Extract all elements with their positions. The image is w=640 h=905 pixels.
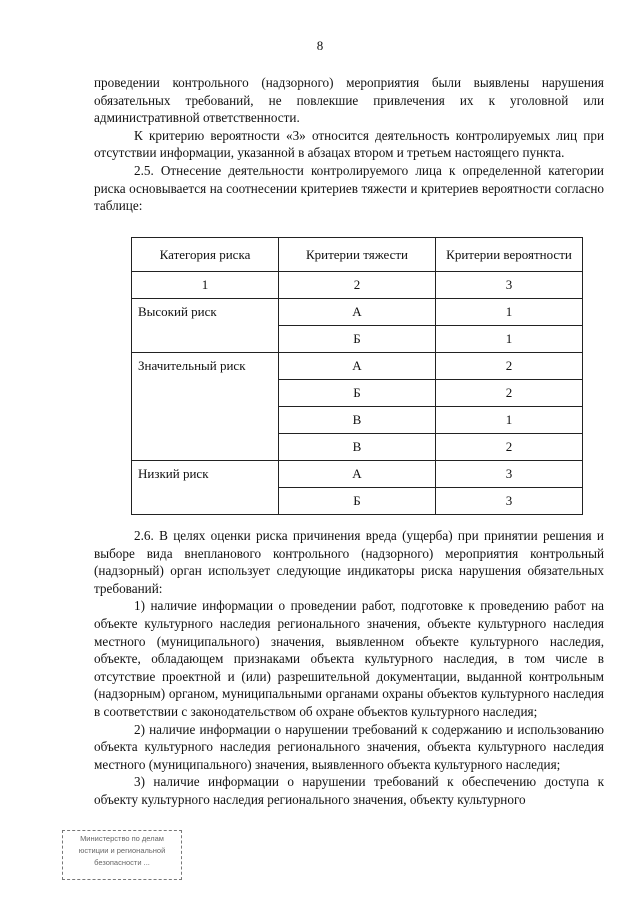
list-item: 1) наличие информации о проведении работ, подготовке к проведению работ на объекте культурного наследия регионального значения, объекте культурного наследия местного (муниципального) значения, выявленном объекте культурного наследия, объекте, обладающем признаками объекта культурного наследия, в том числе в отсутствие проектной и (или) разрешительной документации, выданной контрольным (надзорным) органом, муниципальными органами охраны объектов культурного наследия в соответствии с законодательством об охране объектов культурного наследия; — [94, 598, 604, 719]
table-cell: 2 — [436, 434, 583, 461]
risk-category-table — [131, 237, 583, 515]
table-cell: 2 — [279, 272, 436, 299]
stamp-line: безопасности ... — [94, 858, 150, 867]
table-cell: А — [279, 461, 436, 488]
table-numbering-row — [132, 272, 583, 299]
header-category: Категория риска — [132, 238, 279, 272]
table-cell: Б — [279, 326, 436, 353]
table-cell: 1 — [132, 272, 279, 299]
list-item: 2) наличие информации о нарушении требований к содержанию и использованию объекта культурного наследия регионального значения, объекта культурного наследия местного (муниципального) значения, выявленного объекта культурного наследия; — [94, 721, 604, 772]
paragraph: 2.5. Отнесение деятельности контролируемого лица к определенной категории риска основывается на соотнесении критериев тяжести и критериев вероятности согласно таблице: — [94, 162, 604, 214]
table-row — [132, 353, 583, 380]
paragraph: 2.6. В целях оценки риска причинения вреда (ущерба) при принятии решения и выборе вида внепланового контрольного (надзорного) мероприятия контрольный (надзорный) орган использует следующие индикаторы риска нарушения обязательных требований: — [94, 528, 604, 596]
table-cell: 2 — [436, 380, 583, 407]
paragraph: К критерию вероятности «3» относится деятельность контролируемых лиц при отсутствии информации, указанной в абзацах втором и третьем настоящего пункта. — [94, 127, 604, 161]
paragraph: проведении контрольного (надзорного) мероприятия были выявлены нарушения обязательных требований, не повлекшие привлечения их к уголовной или административной ответственности. — [94, 75, 604, 126]
table-cell: А — [279, 353, 436, 380]
page-number: 8 — [316, 38, 324, 53]
category-low: Низкий риск — [132, 461, 279, 515]
category-significant: Значительный риск — [132, 353, 279, 461]
table-cell: В — [279, 407, 436, 434]
text-block-bottom — [94, 527, 604, 809]
table-cell: 3 — [436, 488, 583, 515]
table-cell: 3 — [436, 272, 583, 299]
table-row — [132, 461, 583, 488]
table-cell: 2 — [436, 353, 583, 380]
table-cell: 1 — [436, 299, 583, 326]
table-cell: Б — [279, 488, 436, 515]
table-cell: 1 — [436, 326, 583, 353]
stamp-line: юстиции и региональной — [78, 846, 166, 855]
header-severity: Критерии тяжести — [279, 238, 436, 272]
text-block-top — [94, 74, 604, 215]
table-header-row — [132, 238, 583, 272]
table-cell: 3 — [436, 461, 583, 488]
list-item: 3) наличие информации о нарушении требований к обеспечению доступа к объекту культурного наследия регионального значения, объекту культурного — [94, 774, 604, 807]
table-cell: В — [279, 434, 436, 461]
table-cell: Б — [279, 380, 436, 407]
header-probability: Критерии вероятности — [436, 238, 583, 272]
category-high: Высокий риск — [132, 299, 279, 353]
table-cell: 1 — [436, 407, 583, 434]
registration-stamp — [62, 830, 182, 880]
stamp-line: Министерство по делам — [80, 834, 164, 843]
table-row — [132, 299, 583, 326]
table-cell: А — [279, 299, 436, 326]
